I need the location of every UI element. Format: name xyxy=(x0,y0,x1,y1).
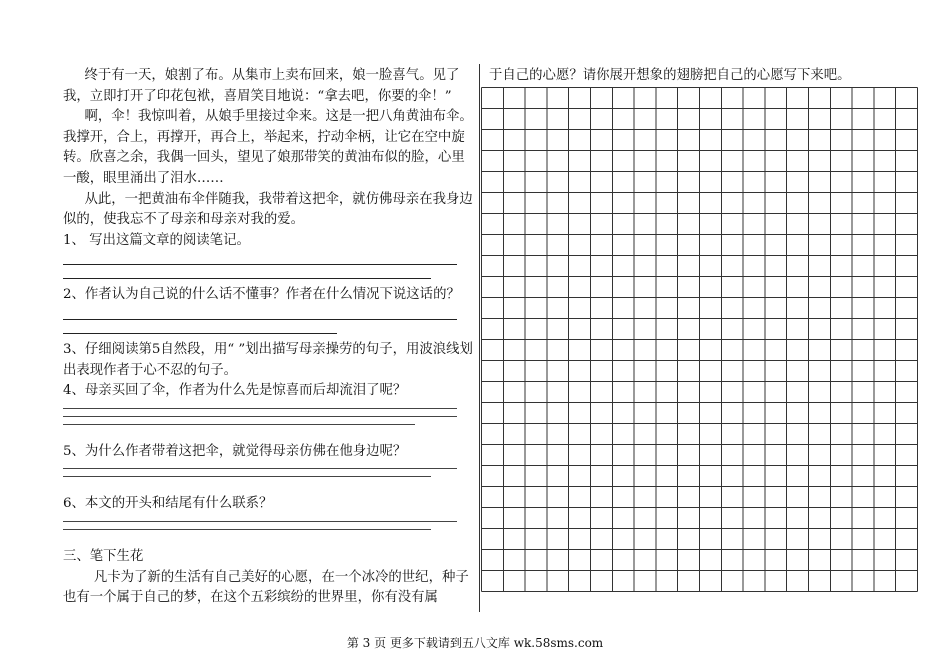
answer-line[interactable] xyxy=(63,521,457,522)
question-3: 3、仔细阅读第5自然段，用“ ”划出描写母亲操劳的句子，用波浪线划出表现作者于心不忍的句子。 xyxy=(63,341,473,378)
answer-line[interactable] xyxy=(63,416,457,417)
answer-lines-4 xyxy=(63,408,473,425)
writing-grid[interactable] xyxy=(481,87,921,597)
answer-line[interactable] xyxy=(63,424,415,425)
paragraph-2: 啊，伞！我惊叫着，从娘手里接过伞来。这是一把八角黄油布伞。我撑开，合上，再撑开，再合上，举起来，拧动伞柄，让它在空中旋转。欣喜之余，我偶一回头，望见了娘那带笑的黄油布似的脸，心里一酸，眼里涌出了泪水…… xyxy=(63,109,473,186)
page-footer: 第 3 页 更多下载请到五八文库 wk.58sms.com xyxy=(346,636,604,650)
paragraph-1: 终于有一天，娘割了布。从集市上卖布回来，娘一脸喜气。见了我，立即打开了印花包袱，喜眉笑目地说：“拿去吧，你要的伞！” xyxy=(63,68,460,104)
answer-line[interactable] xyxy=(63,476,431,477)
question-1: 1、 写出这篇文章的阅读笔记。 xyxy=(63,232,250,248)
answer-lines-5 xyxy=(63,468,473,477)
paragraph-3: 从此，一把黄油布伞伴随我，我带着这把伞，就仿佛母亲在我身边似的，使我忘不了母亲和母亲对我的爱。 xyxy=(63,191,473,228)
answer-line[interactable] xyxy=(63,265,431,279)
answer-line[interactable] xyxy=(63,468,457,469)
answer-line[interactable] xyxy=(63,408,457,409)
answer-lines-2 xyxy=(63,306,473,334)
question-4: 4、母亲买回了伞，作者为什么先是惊喜而后却流泪了呢？ xyxy=(63,383,407,399)
column-divider xyxy=(479,64,480,612)
answer-line[interactable] xyxy=(63,529,431,530)
answer-line[interactable] xyxy=(63,251,457,265)
answer-lines-6 xyxy=(63,521,473,530)
writing-heading: 三、笔下生花 xyxy=(63,548,144,564)
answer-lines-1 xyxy=(63,251,473,279)
writing-prompt-continued: 于自己的心愿？请你展开想象的翅膀把自己的心愿写下来吧。 xyxy=(489,68,851,83)
answer-line[interactable] xyxy=(63,306,457,320)
reading-section xyxy=(63,66,473,609)
question-2: 2、作者认为自己说的什么话不懂事？作者在什么情况下说这话的？ xyxy=(63,287,460,303)
question-6: 6、本文的开头和结尾有什么联系？ xyxy=(63,496,273,512)
answer-line[interactable] xyxy=(63,320,337,334)
writing-prompt: 凡卡为了新的生活有自己美好的心愿，在一个冰冷的世纪，种子也有一个属于自己的梦，在这个五彩缤纷的世界里，你有没有属 xyxy=(63,569,469,606)
question-5: 5、为什么作者带着这把伞，就觉得母亲仿佛在他身边呢？ xyxy=(63,443,407,459)
